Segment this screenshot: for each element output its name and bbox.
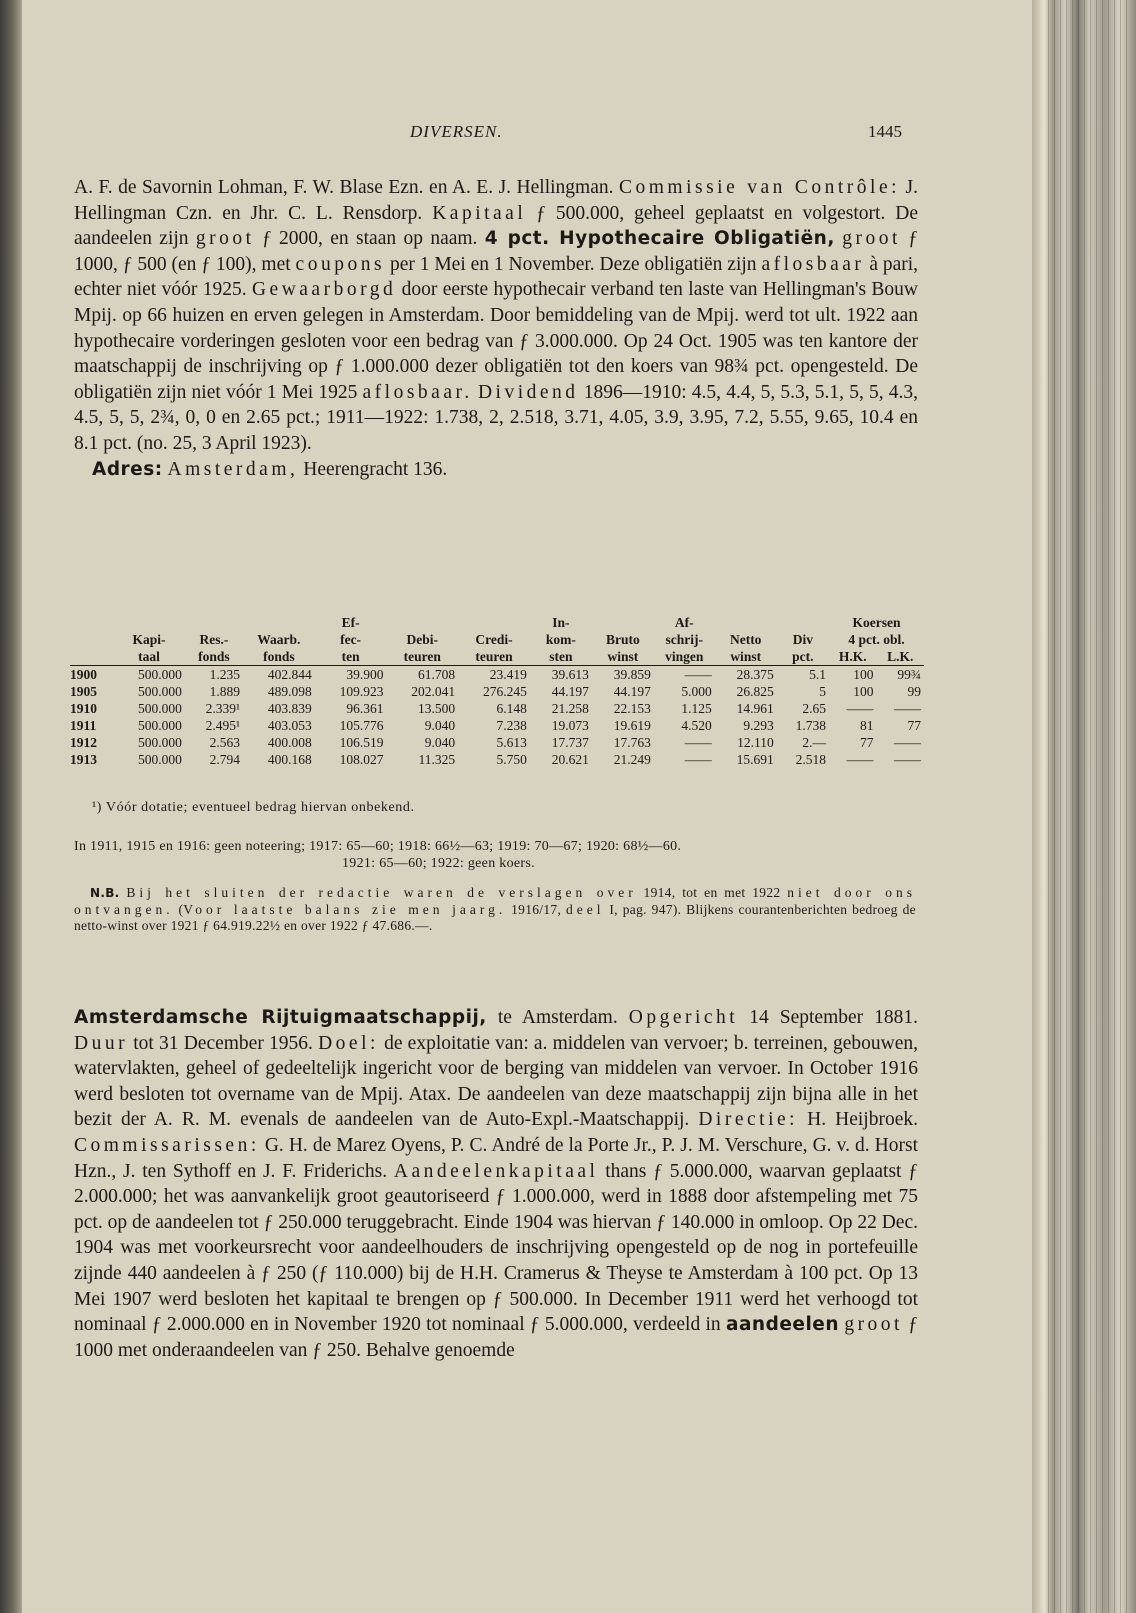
aandeelen-heading: aandeelen [725,1314,840,1336]
aflosbaar-label: aflosbaar [761,253,865,275]
nb-note [74,885,916,935]
table-row: 1910 500.000 2.339¹ 403.839 96.361 13.500 6.148 21.258 22.153 1.125 14.961 2.65 —— —— [70,701,921,716]
commissie-text: J. Hellingman Czn. en Jhr. C. L. Rensdorp. [74,177,919,224]
coupons-label: coupons [295,253,386,275]
entry-rijtuigmaatschappij [74,1005,918,1363]
table-row: 1913 500.000 2.794 400.168 108.027 11.325 5.750 20.621 21.249 —— 15.691 2.518 —— —— [70,752,921,767]
nb-text-3: niet door ons ontvangen. [74,885,917,917]
nb-text-4: ( [178,901,184,917]
table-row: 1911 500.000 2.495¹ 403.053 105.776 9.040 7.238 19.073 19.619 4.520 9.293 1.738 81 77 [70,718,921,733]
page-header [0,122,1136,148]
kapitaal-text: ƒ 500.000, geheel geplaatst en volgestort. De aandeelen zijn [74,202,918,250]
table-row: 1912 500.000 2.563 400.008 106.519 9.040 5.613 17.737 17.763 —— 12.110 2.— 77 —— [70,735,921,750]
financial-table-block [70,614,930,768]
nb-text-8: I, pag. 947). Blijkens courantenberichten bedroeg de netto-winst over 1921 ƒ 64.919.22½ en over 1922 ƒ 47.686.—. [74,901,916,933]
koers-line-1: In 1911, 1915 en 1916: geen noteering; 1917: 65—60; 1918: 66½—63; 1919: 70—67; 1920: 68½—60. [74,839,682,854]
table-header-row: taal fonds fonds ten teuren teuren sten winst vingen winst pct. H.K. L.K. [70,648,924,666]
obligatien-heading: 4 pct. Hypothecaire Obligatiën, [484,228,835,250]
commissarissen-label: Commissarissen: [74,1134,260,1156]
company-location: te Amsterdam. [497,1007,618,1028]
kapitaal-history-text: thans ƒ 5.000.000, waarvan geplaatst ƒ 2.000.000; het was aanvankelijk groot geautoriseerd ƒ 1.000.000, werd in 1888 door afstempeling met 75 pct. op de aandeelen tot ƒ 250.000 teruggebracht. Einde 1904 was hiervan ƒ 140.000 in omloop. Op 22 Dec. 1904 was met voorkeursrecht voor aandeelhouders de inschrijving opengesteld op de nog in portefeuille zijnde 440 aandeelen à ƒ 250 (ƒ 110.000) bij de H.H. Cramerus & Theyse te Amsterdam à 100 pct. Op 13 Mei 1907 werd besloten het kapitaal te brengen op ƒ 500.000. In December 1911 werd het verhoogd tot nominaal ƒ 2.000.000 en in November 1920 tot nominaal ƒ 5.000.000, verdeeld in [74,1160,919,1336]
directors-text: A. F. de Savornin Lohman, F. W. Blase Ezn. en A. E. J. Hellingman. [74,177,614,198]
duur-text: tot 31 December 1956. [133,1032,313,1054]
nb-label: N.B. [90,886,120,900]
page-stack-lines [1048,0,1128,1613]
coupons-text: per 1 Mei en 1 November. Deze obligatiën zijn [389,253,757,275]
aflosbaar-label-2: aflosbaar. [362,381,473,403]
adres-street: Heerengracht 136. [303,458,448,480]
entry-hellingman [74,175,918,482]
adres-city: Amsterdam, [167,458,299,480]
company-heading: Amsterdamsche Rijtuigmaatschappij, [74,1007,487,1028]
onderaandeelen-text: ƒ 1000 met onderaandeelen van ƒ 250. Behalve genoemde [74,1314,919,1361]
koers-line-2: 1921: 65—60; 1922: geen koers. [342,856,535,871]
groot-label-2: groot [842,228,901,250]
aandeelenkapitaal-label: Aandeelenkapitaal [393,1160,599,1182]
gewaarborgd-label: Gewaarborgd [251,279,397,301]
aandeelen-text: ƒ 2000, en staan op naam. [261,228,478,250]
nb-text-1: Bij het sluiten der redactie waren de verslagen over [126,885,637,900]
table-footnote: ¹) Vóór dotatie; eventueel bedrag hiervan onbekend. [92,800,415,815]
table-header-row: Ef- In- Af- Koersen [341,615,901,630]
koers-note [74,838,934,872]
dividend-text: 1896—1910: 4.5, 4.4, 5, 5.3, 5.1, 5, 5, 4.3, 4.5, 5, 5, 2¾, 0, 0 en 2.65 pct.; 1911—1922: 1.738, 2, 2.518, 3.71, 4.05, 3.9, 3.95, 7.2, 5.55, 9.65, 10.4 en 8.1 pct. (no. 25, 3 April 1923). [74,381,919,454]
opgericht-text: 14 September 1881. [749,1007,919,1028]
nb-text-7: deel [566,901,605,917]
doel-text: de exploitatie van: a. middelen van vervoer; b. terreinen, gebouwen, watervlakten, geheel of gedeeltelijk ingericht voor de berging van middelen van vervoer. In October 1916 werd besloten tot overname van de Mpij. Atax. De aandeelen van deze maatschappij zijn bijna alle in het bezit der A. R. M. evenals de aandeelen van de Auto-Expl.-Maatschappij. [74,1032,919,1131]
groot-label: groot [195,228,255,250]
hypotheek-text: door eerste hypothecair verband ten laste van Hellingman's Bouw Mpij. op 66 huizen en erven gelegen in Amsterdam. Door bemiddeling van de Mpij. werd tot ult. 1922 aan hypothecaire vorderingen gesloten voor een bedrag van ƒ 3.000.000. Op 24 Oct. 1905 was ten kantore der maatschappij de inschrijving op ƒ 1.000.000 dezer obligatiën tot den koers van 98¾ pct. opengesteld. De obligatiën zijn niet vóór 1 Mei 1925 [74,279,919,403]
scan-left-edge [0,0,22,1613]
doel-label: Doel: [318,1032,379,1054]
dividend-label: Dividend [477,381,579,403]
nb-text-6: 1916/17, [511,901,562,917]
aflossing-text: à pari, echter niet vóór 1925. [74,253,919,301]
table-row: 1900 500.000 1.235 402.844 39.900 61.708 23.419 39.613 39.859 —— 28.375 5.1 100 99¾ [70,667,921,682]
nb-text-2: 1914, tot en met 1922 [643,885,781,900]
opgericht-label: Opgericht [628,1007,739,1028]
obligatien-text: ƒ 1000, ƒ 500 (en ƒ 100), met [74,228,918,275]
financial-table [70,614,924,768]
running-title: DIVERSEN. [410,122,503,141]
table-header-row: Kapi- Res.- Waarb. fec- Debi- Credi- kom- Bruto schrij- Netto Div 4 pct. obl. [132,632,905,647]
duur-label: Duur [74,1032,129,1054]
page-number: 1445 [868,122,902,141]
nb-text-5: Voor laatste balans zie men jaarg. [183,901,507,917]
table-row: 1905 500.000 1.889 489.098 109.923 202.041 276.245 44.197 44.197 5.000 26.825 5 100 99 [70,684,921,699]
kapitaal-label: Kapitaal [432,202,527,224]
adres-label: Adres: [92,458,163,480]
groot-label-3: groot [844,1314,903,1336]
directie-label: Directie: [698,1109,799,1131]
commissie-label: Commissie van Contrôle: [618,177,901,198]
commissarissen-text: G. H. de Marez Oyens, P. C. André de la Porte Jr., P. J. M. Verschure, G. v. d. Horst Hzn., J. ten Sythoff en J. F. Friderichs. [74,1134,918,1182]
directie-text: H. Heijbroek. [807,1109,918,1131]
